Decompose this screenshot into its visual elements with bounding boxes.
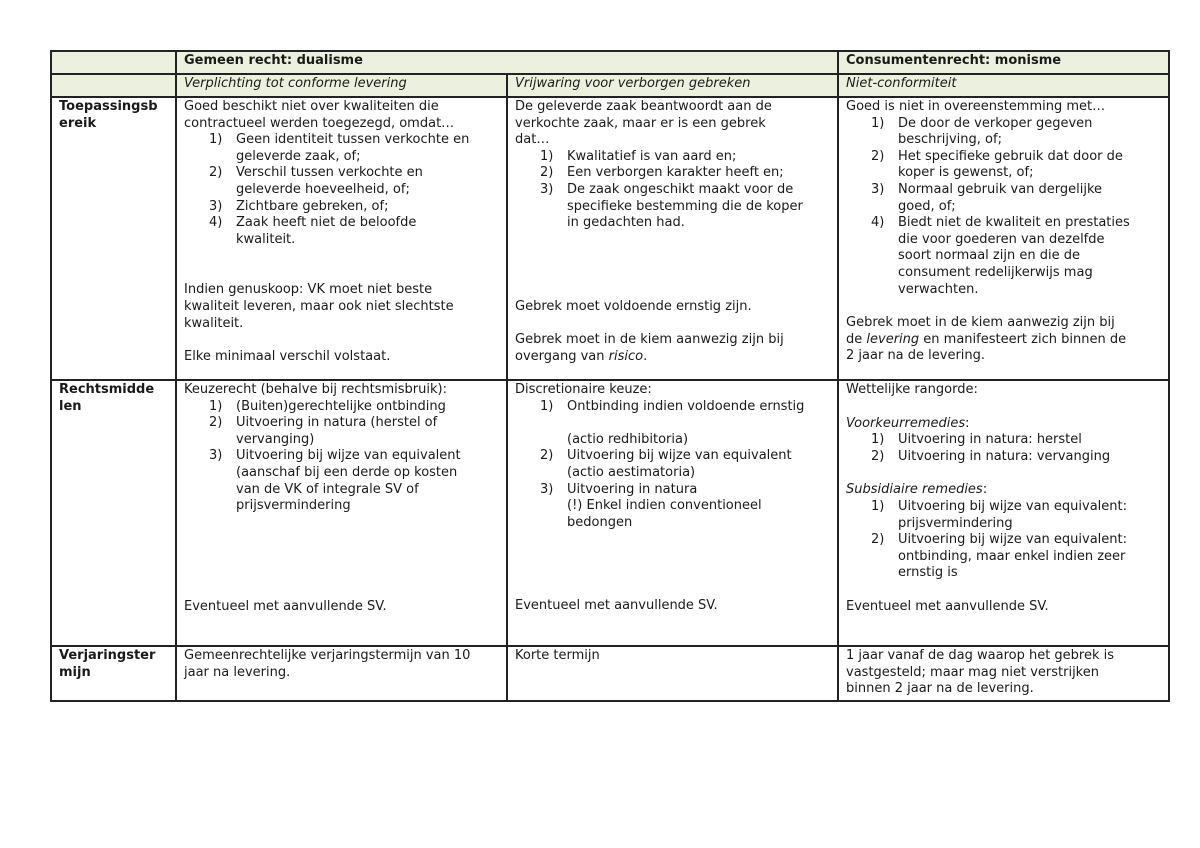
text-line: Wettelijke rangorde: <box>846 382 978 397</box>
text-span: en manifesteert zich binnen de <box>919 331 1127 347</box>
list-item <box>184 215 499 248</box>
list-text: geleverde zaak, of; <box>236 148 361 164</box>
numbered-list <box>184 132 499 248</box>
text-line: Indien genuskoop: VK moet niet beste <box>184 282 433 298</box>
list-text: prijsvermindering <box>898 515 1013 531</box>
list-text: geleverde hoeveelheid, of; <box>236 181 410 197</box>
row-rechtsmiddelen <box>51 380 1169 646</box>
cell-toepassing-niet-conformiteit <box>838 97 1169 380</box>
list-number: 3) <box>209 448 223 464</box>
text-line: Eventueel met aanvullende SV. <box>515 598 718 614</box>
row-header-verjaring <box>51 646 176 701</box>
list-item <box>184 165 499 198</box>
header-row-main <box>51 51 1169 74</box>
text-line <box>846 482 1161 499</box>
list-text: Uitvoering bij wijze van equivalent <box>567 448 792 464</box>
list-text: Biedt niet de kwaliteit en prestaties <box>898 215 1130 231</box>
list-text: Kwalitatief is van aard en; <box>567 148 737 164</box>
list-item <box>184 132 499 165</box>
list-number: 4) <box>871 215 885 231</box>
cell-verjaring-conforme-levering <box>176 646 507 701</box>
text-line: Eventueel met aanvullende SV. <box>184 598 387 614</box>
list-item <box>846 499 1161 532</box>
text-line: Elke minimaal verschil volstaat. <box>184 349 391 365</box>
list-item <box>515 182 830 232</box>
list-item <box>515 482 830 532</box>
list-text: bedongen <box>567 514 633 530</box>
list-text: Ontbinding indien voldoende ernstig <box>567 398 805 414</box>
text-line: contractueel werden toegezegd, omdat… <box>184 115 455 131</box>
row-header-line: len <box>59 398 82 414</box>
text-line: kwaliteit leveren, maar ook niet slechtste <box>184 298 454 314</box>
list-item <box>184 448 499 514</box>
list-number: 2) <box>540 165 554 181</box>
row-header-line: Verjaringster <box>59 648 156 663</box>
list-text: Zichtbare gebreken, of; <box>236 198 389 214</box>
list-text: Uitvoering bij wijze van equivalent <box>236 448 461 464</box>
list-text: verwachten. <box>898 281 979 297</box>
text-line <box>846 332 1161 349</box>
list-number: 1) <box>540 148 554 164</box>
text-line: Gebrek moet in de kiem aanwezig zijn bij <box>846 315 1115 331</box>
text-line: jaar na levering. <box>184 664 291 680</box>
text-line: kwaliteit. <box>184 315 244 331</box>
list-text: soort normaal zijn en die de <box>898 248 1080 264</box>
text-line: Discretionaire keuze: <box>515 382 652 397</box>
list-text: Normaal gebruik van dergelijke <box>898 181 1103 197</box>
list-item <box>846 116 1161 149</box>
levering-emphasis: levering <box>866 331 920 347</box>
numbered-list <box>515 399 830 532</box>
cell-toepassing-verborgen-gebreken <box>507 97 838 380</box>
list-text: Een verborgen karakter heeft en; <box>567 165 784 181</box>
cell-rechtsmiddelen-niet-conformiteit <box>838 380 1169 646</box>
list-number: 2) <box>871 148 885 164</box>
numbered-list <box>846 116 1161 299</box>
text-line: Goed beschikt niet over kwaliteiten die <box>184 99 439 114</box>
text-span: . <box>643 348 648 364</box>
list-item <box>846 532 1161 582</box>
col1-subheader: Verplichting tot conforme levering <box>176 74 507 97</box>
list-item <box>846 215 1161 298</box>
list-text: (Buiten)gerechtelijke ontbinding <box>236 398 446 414</box>
numbered-list <box>515 149 830 232</box>
list-number: 2) <box>540 448 554 464</box>
list-text: (!) Enkel indien conventioneel <box>567 498 762 514</box>
numbered-list <box>846 499 1161 582</box>
text-span: de <box>846 331 867 347</box>
text-line: Gebrek moet in de kiem aanwezig zijn bij <box>515 332 784 348</box>
list-text: prijsvermindering <box>236 498 351 514</box>
list-number: 4) <box>209 215 223 231</box>
text-line: dat… <box>515 132 550 148</box>
list-text: specifieke bestemming die de koper <box>567 198 803 214</box>
list-item <box>846 149 1161 182</box>
list-item <box>184 199 499 216</box>
list-text: goed, of; <box>898 198 956 214</box>
cell-rechtsmiddelen-verborgen-gebreken <box>507 380 838 646</box>
list-item <box>515 149 830 166</box>
text-span: : <box>965 415 970 431</box>
list-text: De zaak ongeschikt maakt voor de <box>567 181 794 197</box>
list-number: 1) <box>209 132 223 148</box>
row-header-line: Rechtsmidde <box>59 382 155 397</box>
row-header-rechtsmiddelen <box>51 380 176 646</box>
cell-verjaring-niet-conformiteit <box>838 646 1169 701</box>
list-text: Uitvoering in natura <box>567 481 698 497</box>
list-text: Zaak heeft niet de beloofde <box>236 215 417 231</box>
list-number: 1) <box>871 498 885 514</box>
list-item <box>515 399 830 449</box>
cell-verjaring-verborgen-gebreken <box>507 646 838 701</box>
text-line: Goed is niet in overeenstemming met… <box>846 99 1106 114</box>
list-text: ernstig is <box>898 565 958 581</box>
list-number: 1) <box>209 398 223 414</box>
text-line: Korte termijn <box>515 648 600 663</box>
text-line: 1 jaar vanaf de dag waarop het gebrek is <box>846 648 1115 663</box>
voorkeurremedies-label: Voorkeurremedies <box>846 415 966 431</box>
list-number: 3) <box>871 181 885 197</box>
numbered-list <box>846 432 1161 465</box>
list-number: 1) <box>871 115 885 131</box>
list-text: De door de verkoper gegeven <box>898 115 1093 131</box>
text-line: verkochte zaak, maar er is een gebrek <box>515 115 766 131</box>
list-number: 1) <box>871 432 885 448</box>
row-header-line: mijn <box>59 664 91 680</box>
list-text: Geen identiteit tussen verkochte en <box>236 132 470 148</box>
list-number: 2) <box>871 448 885 464</box>
list-text: Uitvoering bij wijze van equivalent: <box>898 532 1128 548</box>
gemeen-recht-header: Gemeen recht: dualisme <box>176 51 838 74</box>
subsidiaire-remedies-label: Subsidiaire remedies <box>846 482 983 498</box>
list-text: die voor goederen van dezelfde <box>898 231 1105 247</box>
corner-cell-sub <box>51 74 176 97</box>
text-line: Keuzerecht (behalve bij rechtsmisbruik): <box>184 382 447 397</box>
list-text: vervanging) <box>236 431 315 447</box>
list-text: Het specifieke gebruik dat door de <box>898 148 1123 164</box>
list-item <box>846 449 1161 466</box>
comparison-table <box>50 50 1170 702</box>
text-line <box>846 416 1161 433</box>
list-number: 1) <box>540 398 554 414</box>
list-text: ontbinding, maar enkel indien zeer <box>898 548 1126 564</box>
list-number: 2) <box>209 165 223 181</box>
list-text: (actio redhibitoria) <box>567 431 689 447</box>
list-text: Uitvoering in natura (herstel of <box>236 415 438 431</box>
list-item <box>846 432 1161 449</box>
risico-emphasis: risico <box>608 348 644 364</box>
row-toepassingsgebied <box>51 97 1169 380</box>
list-item <box>846 182 1161 215</box>
text-line: vastgesteld; maar mag niet verstrijken <box>846 664 1099 680</box>
corner-cell <box>51 51 176 74</box>
list-number: 2) <box>871 532 885 548</box>
row-header-toepassing <box>51 97 176 380</box>
col2-subheader: Vrijwaring voor verborgen gebreken <box>507 74 838 97</box>
list-item <box>184 415 499 448</box>
col3-subheader: Niet-conformiteit <box>838 74 1169 97</box>
text-line <box>515 349 830 366</box>
list-item <box>515 165 830 182</box>
numbered-list <box>184 399 499 515</box>
list-text: (actio aestimatoria) <box>567 464 696 480</box>
list-text: Uitvoering in natura: vervanging <box>898 448 1111 464</box>
header-row-sub <box>51 74 1169 97</box>
text-line: De geleverde zaak beantwoordt aan de <box>515 99 772 114</box>
list-text: koper is gewenst, of; <box>898 165 1034 181</box>
row-verjaringstermijn <box>51 646 1169 701</box>
list-number: 3) <box>540 481 554 497</box>
text-line: Gebrek moet voldoende ernstig zijn. <box>515 298 752 314</box>
list-text: kwaliteit. <box>236 231 296 247</box>
list-text: beschrijving, of; <box>898 132 1002 148</box>
text-span: overgang van <box>515 348 609 364</box>
list-item <box>515 448 830 481</box>
row-header-line: ereik <box>59 115 97 131</box>
text-line: 2 jaar na de levering. <box>846 348 986 364</box>
list-text: (aanschaf bij een derde op kosten <box>236 464 458 480</box>
list-text: in gedachten had. <box>567 215 685 231</box>
list-text: Verschil tussen verkochte en <box>236 165 423 181</box>
text-line: Eventueel met aanvullende SV. <box>846 598 1049 614</box>
consumentenrecht-header: Consumentenrecht: monisme <box>838 51 1169 74</box>
list-text: Uitvoering bij wijze van equivalent: <box>898 498 1128 514</box>
text-span: : <box>982 482 988 498</box>
cell-rechtsmiddelen-conforme-levering <box>176 380 507 646</box>
text-line: Gemeenrechtelijke verjaringstermijn van 10 <box>184 648 471 663</box>
list-number: 2) <box>209 415 223 431</box>
list-text: consument redelijkerwijs mag <box>898 264 1093 280</box>
list-text: Uitvoering in natura: herstel <box>898 432 1082 448</box>
list-text: van de VK of integrale SV of <box>236 481 419 497</box>
list-item <box>184 399 499 416</box>
cell-toepassing-conforme-levering <box>176 97 507 380</box>
list-number: 3) <box>209 198 223 214</box>
list-number: 3) <box>540 181 554 197</box>
row-header-line: Toepassingsb <box>59 99 158 114</box>
text-line: binnen 2 jaar na de levering. <box>846 681 1034 697</box>
